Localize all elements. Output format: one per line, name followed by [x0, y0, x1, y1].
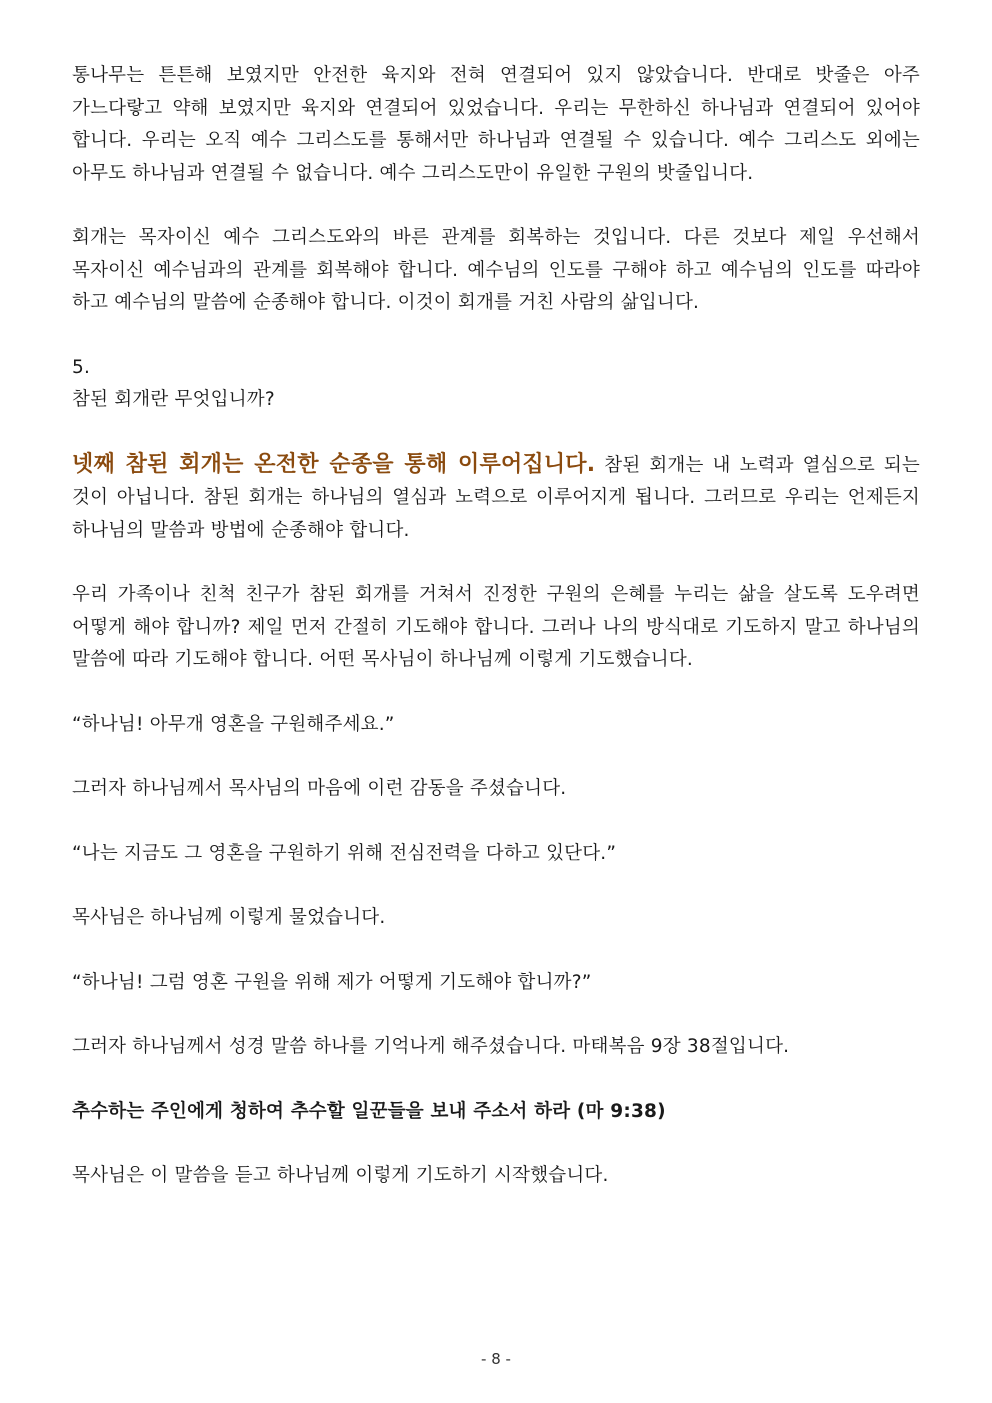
paragraph-family-prayer: 우리 가족이나 친척 친구가 참된 회개를 거쳐서 진정한 구원의 은혜를 누리는 삶을 살도록 도우려면 어떻게 해야 합니까? 제일 먼저 간절히 기도해야 합니다. 그러나 나의 방식대로 기도하지 말고 하나님의 말씀에 따라 기도해야 합니다. 어떤 목사님이 하나님께 이렇게 기도했습니다. [72, 584, 920, 670]
section-number: 5. [72, 356, 91, 378]
lead-heading: 넷째 참된 회개는 온전한 순종을 통해 이루어집니다. [72, 451, 596, 477]
paragraph-pastor-asked: 목사님은 하나님께 이렇게 물었습니다. [72, 907, 386, 928]
quote-question: “하나님! 그럼 영혼 구원을 위해 제가 어떻게 기도해야 합니까?” [72, 971, 592, 993]
quote-prayer: “하나님! 아무개 영혼을 구원해주세요.” [72, 713, 395, 735]
paragraph-god-response: 그러자 하나님께서 목사님의 마음에 이런 감동을 주셨습니다. [72, 778, 567, 799]
page-number: - 8 - [481, 1350, 511, 1368]
paragraph-began-praying: 목사님은 이 말씀을 듣고 하나님께 이렇게 기도하기 시작했습니다. [72, 1165, 609, 1186]
document-body [72, 60, 920, 1225]
section-question: 참된 회개란 무엇입니까? [72, 389, 275, 410]
bible-verse: 추수하는 주인에게 청하여 추수할 일꾼들을 보내 주소서 하라 (마 9:38) [72, 1100, 666, 1122]
paragraph-obedience-text: 참된 회개는 내 노력과 열심으로 되는 것이 아닙니다. 참된 회개는 하나님의 열심과 노력으로 이루어지게 됩니다. 그러므로 우리는 언제든지 하나님의 말씀과 방법에 순종해야 합니다. [72, 454, 920, 541]
paragraph-repentance-relationship: 회개는 목자이신 예수 그리스도와의 바른 관계를 회복하는 것입니다. 다른 것보다 제일 우선해서 목자이신 예수님과의 관계를 회복해야 합니다. 예수님의 인도를 구해야 하고 예수님의 인도를 따라야 하고 예수님의 말씀에 순종해야 합니다. 이것이 회개를 거친 사람의 삶입니다. [72, 227, 920, 313]
paragraph-scripture-reference: 그러자 하나님께서 성경 말씀 하나를 기억나게 해주셨습니다. 마태복음 9장 38절입니다. [72, 1036, 790, 1057]
paragraph-log-and-rope: 통나무는 튼튼해 보였지만 안전한 육지와 전혀 연결되어 있지 않았습니다. 반대로 밧줄은 아주 가느다랗고 약해 보였지만 육지와 연결되어 있었습니다. 우리는 무한하신 하나님과 연결되어 있어야 합니다. 우리는 오직 예수 그리스도를 통해서만 하나님과 연결될 수 있습니다. 예수 그리스도 외에는 아무도 하나님과 연결될 수 없습니다. 예수 그리스도만이 유일한 구원의 밧줄입니다. [72, 65, 920, 184]
quote-god: “나는 지금도 그 영혼을 구원하기 위해 전심전력을 다하고 있단다.” [72, 842, 617, 864]
paragraph-obedience [72, 449, 920, 548]
